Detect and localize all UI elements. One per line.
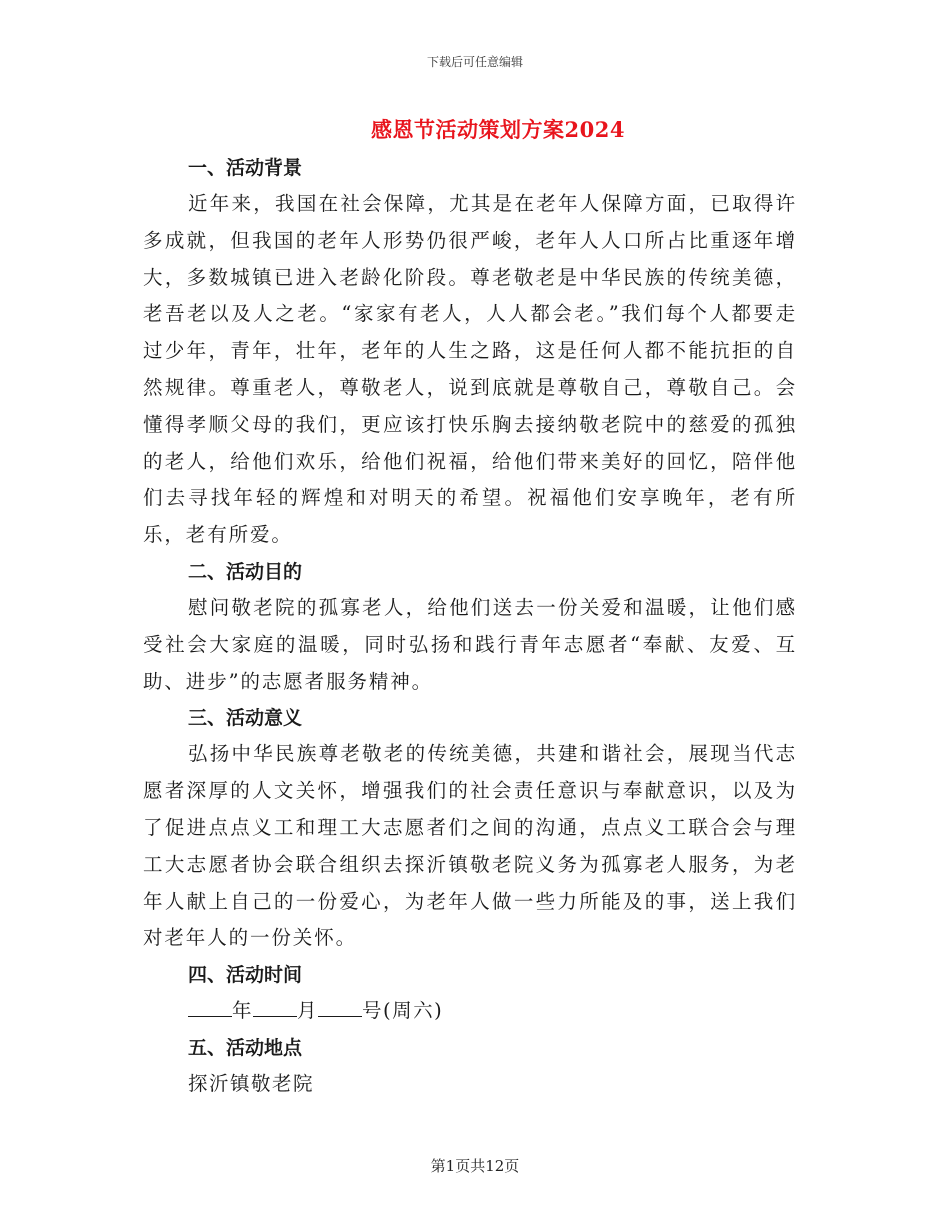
section-body-location: 探沂镇敬老院 [188, 1071, 315, 1095]
section-heading-background: 一、活动背景 [188, 157, 303, 179]
section-body-significance: 弘扬中华民族尊老敬老的传统美德，共建和谐社会，展现当代志愿者深厚的人文关怀，增强我们的社会责任意识与奉献意识，以及为了促进点点义工和理工大志愿者们之间的沟通，点点义工联合会与理工大志愿者协会联合组织去探沂镇敬老院义务为孤寡老人服务，为老年人献上自己的一份爱心，为老年人做一些力所能及的事，送上我们对老年人的一份关怀。 [143, 742, 797, 950]
header-note: 下载后可任意编辑 [426, 55, 523, 69]
date-day-label: 号(周六) [362, 999, 444, 1023]
page-number: 第1页共12页 [430, 1157, 520, 1175]
section-body-background: 近年来，我国在社会保障，尤其是在老年人保障方面，已取得许多成就，但我国的老年人形势仍很严峻，老年人人口所占比重逐年增大，多数城镇已进入老龄化阶段。尊老敬老是中华民族的传统美德，老吾老以及人之老。“家家有老人，人人都会老。”我们每个人都要走过少年，青年，壮年，老年的人生之路，这是任何人都不能抗拒的自然规律。尊重老人，尊敬老人，说到底就是尊敬自己，尊敬自己。会懂得孝顺父母的我们，更应该打快乐胸去接纳敬老院中的慈爱的孤独的老人，给他们欢乐，给他们祝福，给他们带来美好的回忆，陪伴他们去寻找年轻的辉煌和对明天的希望。祝福他们安享晚年，老有所乐，老有所爱。 [143, 192, 797, 547]
year-blank [188, 996, 232, 1017]
section-heading-location: 五、活动地点 [188, 1036, 303, 1059]
date-year-label: 年 [232, 999, 254, 1023]
section-heading-purpose: 二、活动目的 [188, 560, 303, 583]
document-title: 感恩节活动策划方案2024 [371, 117, 625, 142]
section-heading-time: 四、活动时间 [188, 964, 303, 987]
day-blank [318, 996, 362, 1017]
date-month-label: 月 [297, 999, 319, 1023]
activity-date-line [143, 993, 797, 1030]
document-body [143, 150, 797, 1103]
section-heading-significance: 三、活动意义 [188, 707, 303, 730]
month-blank [253, 996, 297, 1017]
section-body-purpose: 慰问敬老院的孤寡老人，给他们送去一份关爱和温暖，让他们感受社会大家庭的温暖，同时弘扬和践行青年志愿者“奉献、友爱、互助、进步”的志愿者服务精神。 [143, 595, 797, 693]
